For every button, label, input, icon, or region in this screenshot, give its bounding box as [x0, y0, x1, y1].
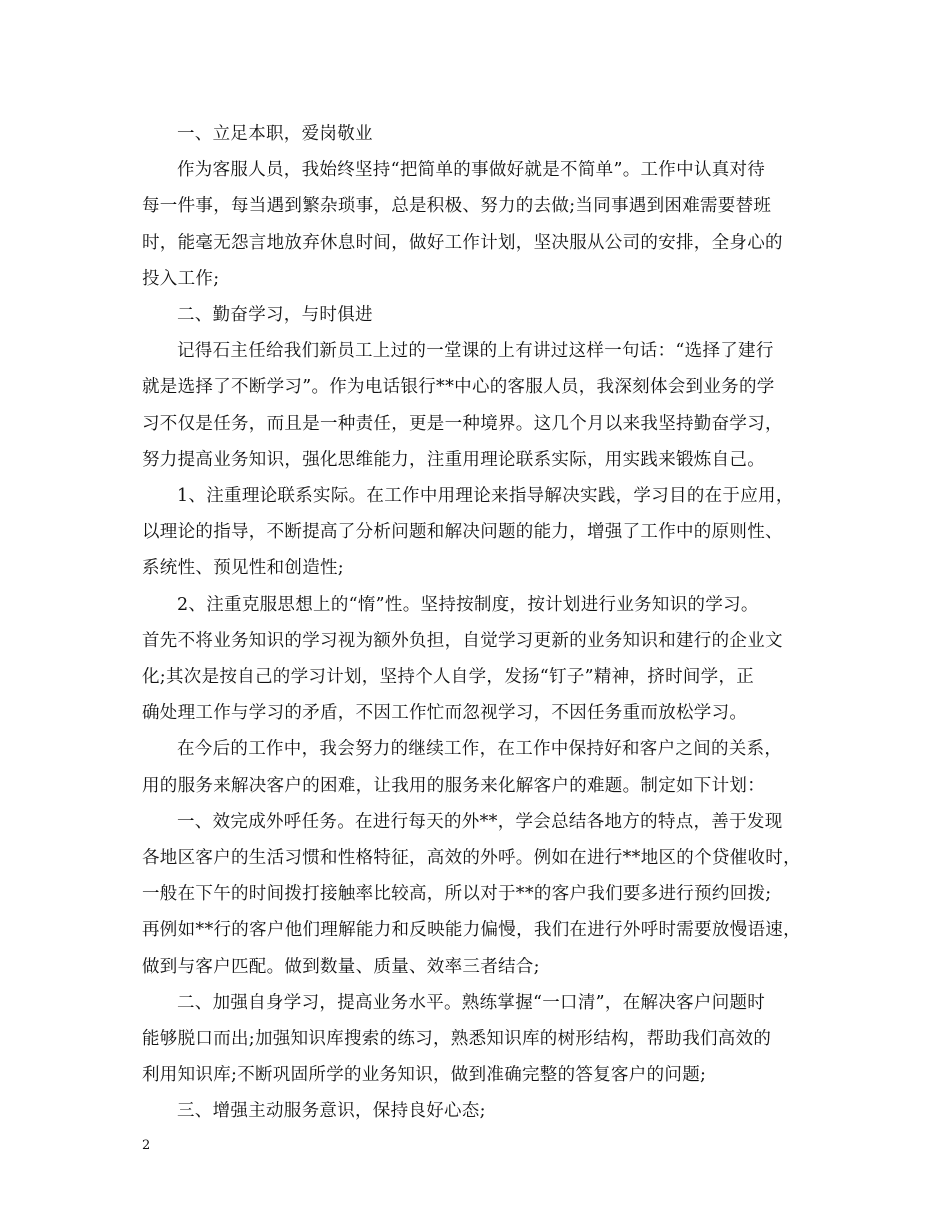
text-line: 投入工作; [142, 268, 220, 289]
text-line: 每一件事，每当遇到繁杂琐事，总是积极、努力的去做;当同事遇到困难需要替班 [142, 196, 772, 217]
text-line: 记得石主任给我们新员工上过的一堂课的上有讲过这样一句话：“选择了建行 [177, 341, 774, 362]
text-line: 首先不将业务知识的学习视为额外负担，自觉学习更新的业务知识和建行的企业文 [142, 630, 783, 651]
page-number: 2 [142, 1138, 151, 1153]
text-line: 一、效完成外呼任务。在进行每天的外**，学会总结各地方的特点，善于发现 [177, 811, 783, 832]
text-line: 就是选择了不断学习”。作为电话银行**中心的客服人员，我深刻体会到业务的学 [142, 377, 775, 398]
text-line: 系统性、预见性和创造性; [142, 558, 344, 579]
text-line: 在今后的工作中，我会努力的继续工作，在工作中保持好和客户之间的关系， [177, 739, 783, 760]
text-line: 习不仅是任务，而且是一种责任，更是一种境界。这几个月以来我坚持勤奋学习， [142, 413, 783, 434]
text-line: 确处理工作与学习的矛盾，不因工作忙而忽视学习，不因任务重而放松学习。 [142, 703, 748, 724]
text-line: 二、加强自身学习，提高业务水平。熟练掌握“一口清”，在解决客户问题时 [177, 992, 766, 1013]
text-line: 1、注重理论联系实际。在工作中用理论来指导解决实践，学习目的在于应用， [177, 486, 794, 506]
text-line: 一、立足本职，爱岗敬业 [177, 124, 373, 144]
text-line: 时，能毫无怨言地放弃休息时间，做好工作计划，坚决服从公司的安排，全身心的 [142, 232, 783, 253]
text-line: 利用知识库;不断巩固所学的业务知识，做到准确完整的答复客户的问题; [142, 1065, 707, 1086]
text-line: 努力提高业务知识，强化思维能力，注重用理论联系实际，用实践来锻炼自己。 [142, 449, 765, 470]
text-line: 能够脱口而出;加强知识库搜索的练习，熟悉知识库的树形结构，帮助我们高效的 [142, 1029, 772, 1049]
text-line: 化;其次是按自己的学习计划，坚持个人自学，发扬“钉子”精神，挤时间学，正 [142, 667, 755, 687]
text-line: 作为客服人员，我始终坚持“把简单的事做好就是不简单”。工作中认真对待 [177, 160, 766, 181]
text-line: 再例如**行的客户他们理解能力和反映能力偏慢，我们在进行外呼时需要放慢语速， [142, 920, 801, 941]
text-line: 用的服务来解决客户的困难，让我用的服务来化解客户的难题。制定如下计划： [142, 775, 765, 796]
text-line: 以理论的指导，不断提高了分析问题和解决问题的能力，增强了工作中的原则性、 [142, 522, 783, 543]
text-line: 各地区客户的生活习惯和性格特征，高效的外呼。例如在进行**地区的个贷催收时， [142, 848, 801, 868]
text-line: 2、注重克服思想上的“惰”性。坚持按制度，按计划进行业务知识的学习。 [177, 594, 759, 615]
text-line: 做到与客户匹配。做到数量、质量、效率三者结合; [142, 956, 540, 977]
text-line: 二、勤奋学习，与时俱进 [177, 305, 373, 325]
text-line: 三、增强主动服务意识，保持良好心态; [177, 1101, 486, 1122]
text-line: 一般在下午的时间拨打接触率比较高，所以对于**的客户我们要多进行预约回拨; [142, 884, 772, 905]
